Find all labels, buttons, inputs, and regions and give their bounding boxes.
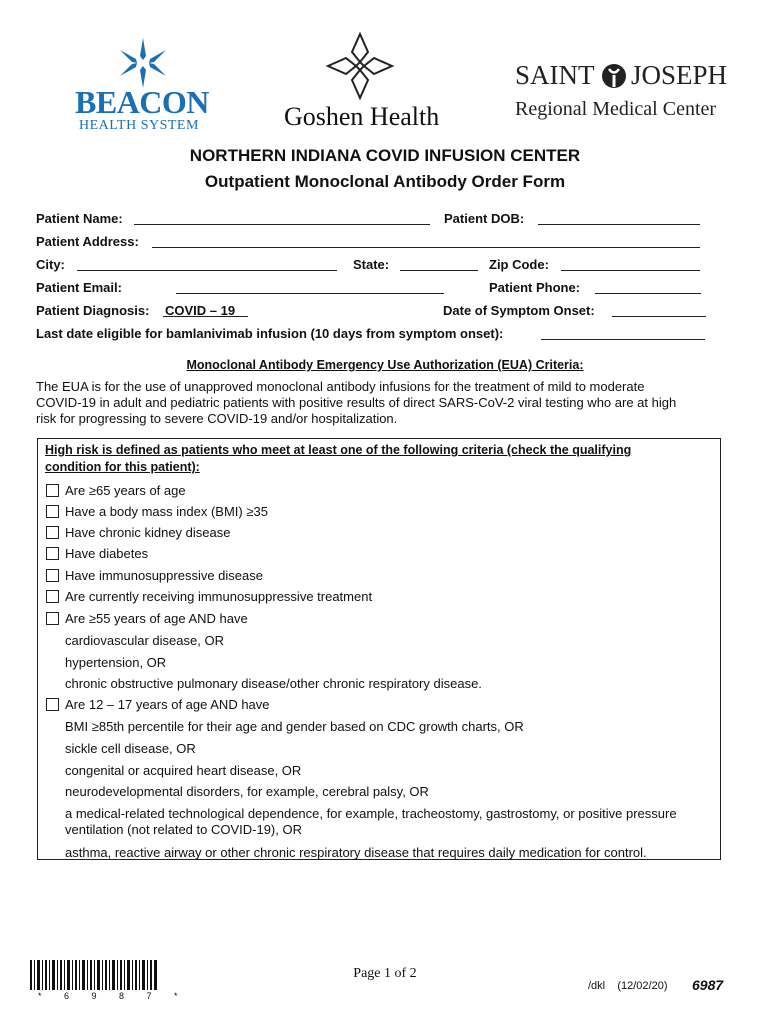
symptom-onset-field[interactable] xyxy=(612,316,706,317)
city-field[interactable] xyxy=(77,270,337,271)
criteria-item: Have a body mass index (BMI) ≥35 xyxy=(65,504,268,519)
eua-heading: Monoclonal Antibody Emergency Use Authorization (EUA) Criteria: xyxy=(186,358,584,372)
stjoseph-emblem-icon xyxy=(600,62,628,90)
patient-diagnosis-value[interactable]: COVID – 19 xyxy=(165,303,236,318)
criteria-subitem: sickle cell disease, OR xyxy=(65,741,196,756)
patient-dob-label: Patient DOB: xyxy=(444,211,525,226)
patient-dob-field[interactable] xyxy=(538,224,700,225)
criteria-subitem: chronic obstructive pulmonary disease/other chronic respiratory disease. xyxy=(65,676,482,691)
beacon-star-icon xyxy=(115,38,171,88)
criteria-heading-1: High risk is defined as patients who meet at least one of the following criteria (check the qualifying xyxy=(45,443,632,457)
eua-text xyxy=(36,379,736,427)
city-label: City: xyxy=(36,257,65,272)
patient-diagnosis-underline xyxy=(163,316,248,317)
zip-field[interactable] xyxy=(561,270,700,271)
criteria-subitem: neurodevelopmental disorders, for example, cerebral palsy, OR xyxy=(65,784,429,799)
criteria-item: Are ≥55 years of age AND have xyxy=(65,611,248,626)
barcode-text: * 6 9 8 7 * xyxy=(38,991,188,1001)
form-subtitle: Outpatient Monoclonal Antibody Order Form xyxy=(204,172,566,191)
last-date-field[interactable] xyxy=(541,339,705,340)
criteria-subitem: cardiovascular disease, OR xyxy=(65,633,224,648)
checkbox-bmi-35[interactable] xyxy=(46,505,59,518)
state-label: State: xyxy=(353,257,390,272)
form-code: /dkl (12/02/20) xyxy=(588,980,668,992)
patient-address-field[interactable] xyxy=(152,247,700,248)
checkbox-age-12-17[interactable] xyxy=(46,698,59,711)
eua-line-2: COVID-19 in adult and pediatric patients with positive results of direct SARS-CoV-2 viral testing who are at high xyxy=(36,395,677,410)
criteria-item: Have immunosuppressive disease xyxy=(65,568,263,583)
beacon-logo xyxy=(75,38,220,133)
criteria-subitem: hypertension, OR xyxy=(65,655,167,670)
zip-label: Zip Code: xyxy=(489,257,549,272)
goshen-logo xyxy=(282,32,442,132)
criteria-item: Are currently receiving immunosuppressive treatment xyxy=(65,589,373,604)
criteria-subitem: asthma, reactive airway or other chronic respiratory disease that requires daily medication for control. xyxy=(65,845,647,860)
criteria-item: Are ≥65 years of age xyxy=(65,483,186,498)
stjoseph-name-right: JOSEPH xyxy=(631,60,728,90)
checkbox-immunosuppressive-treatment[interactable] xyxy=(46,590,59,603)
last-date-label: Last date eligible for bamlanivimab infusion (10 days from symptom onset): xyxy=(36,326,504,341)
stjoseph-name-left: SAINT xyxy=(515,60,595,90)
criteria-heading-2: condition for this patient): xyxy=(45,460,200,474)
criteria-item: Have chronic kidney disease xyxy=(65,525,231,540)
patient-email-field[interactable] xyxy=(176,293,444,294)
symptom-onset-label: Date of Symptom Onset: xyxy=(443,303,595,318)
eua-line-3: risk for progressing to severe COVID-19 and/or hospitalization. xyxy=(36,411,398,426)
criteria-subitem: a medical-related technological dependence, for example, tracheostomy, gastrostomy, or positive pressure xyxy=(65,806,677,821)
state-field[interactable] xyxy=(400,270,478,271)
criteria-subitem: ventilation (not related to COVID-19), OR xyxy=(65,822,302,837)
checkbox-age-55[interactable] xyxy=(46,612,59,625)
criteria-subitem: congenital or acquired heart disease, OR xyxy=(65,763,302,778)
patient-address-label: Patient Address: xyxy=(36,234,139,249)
criteria-item: Are 12 – 17 years of age AND have xyxy=(65,697,270,712)
eua-line-1: The EUA is for the use of unapproved monoclonal antibody infusions for the treatment of mild to moderate xyxy=(36,379,645,394)
patient-name-field[interactable] xyxy=(134,224,430,225)
beacon-sub: HEALTH SYSTEM xyxy=(79,118,199,133)
criteria-item: Have diabetes xyxy=(65,546,149,561)
stjoseph-logo xyxy=(515,60,735,130)
patient-email-label: Patient Email: xyxy=(36,280,122,295)
checkbox-immunosuppressive-disease[interactable] xyxy=(46,569,59,582)
patient-phone-field[interactable] xyxy=(595,293,701,294)
criteria-subitem: BMI ≥85th percentile for their age and gender based on CDC growth charts, OR xyxy=(65,719,524,734)
form-title: NORTHERN INDIANA COVID INFUSION CENTER xyxy=(189,146,581,165)
stjoseph-sub: Regional Medical Center xyxy=(515,98,717,120)
patient-name-label: Patient Name: xyxy=(36,211,123,226)
patient-diagnosis-label: Patient Diagnosis: xyxy=(36,303,150,318)
checkbox-diabetes[interactable] xyxy=(46,547,59,560)
beacon-name: BEACON xyxy=(75,84,209,120)
checkbox-age-65[interactable] xyxy=(46,484,59,497)
checkbox-kidney-disease[interactable] xyxy=(46,526,59,539)
form-number: 6987 xyxy=(692,977,724,993)
patient-phone-label: Patient Phone: xyxy=(489,280,581,295)
goshen-name: Goshen Health xyxy=(284,102,440,131)
page-number: Page 1 of 2 xyxy=(353,966,417,981)
goshen-emblem-icon xyxy=(324,32,396,100)
